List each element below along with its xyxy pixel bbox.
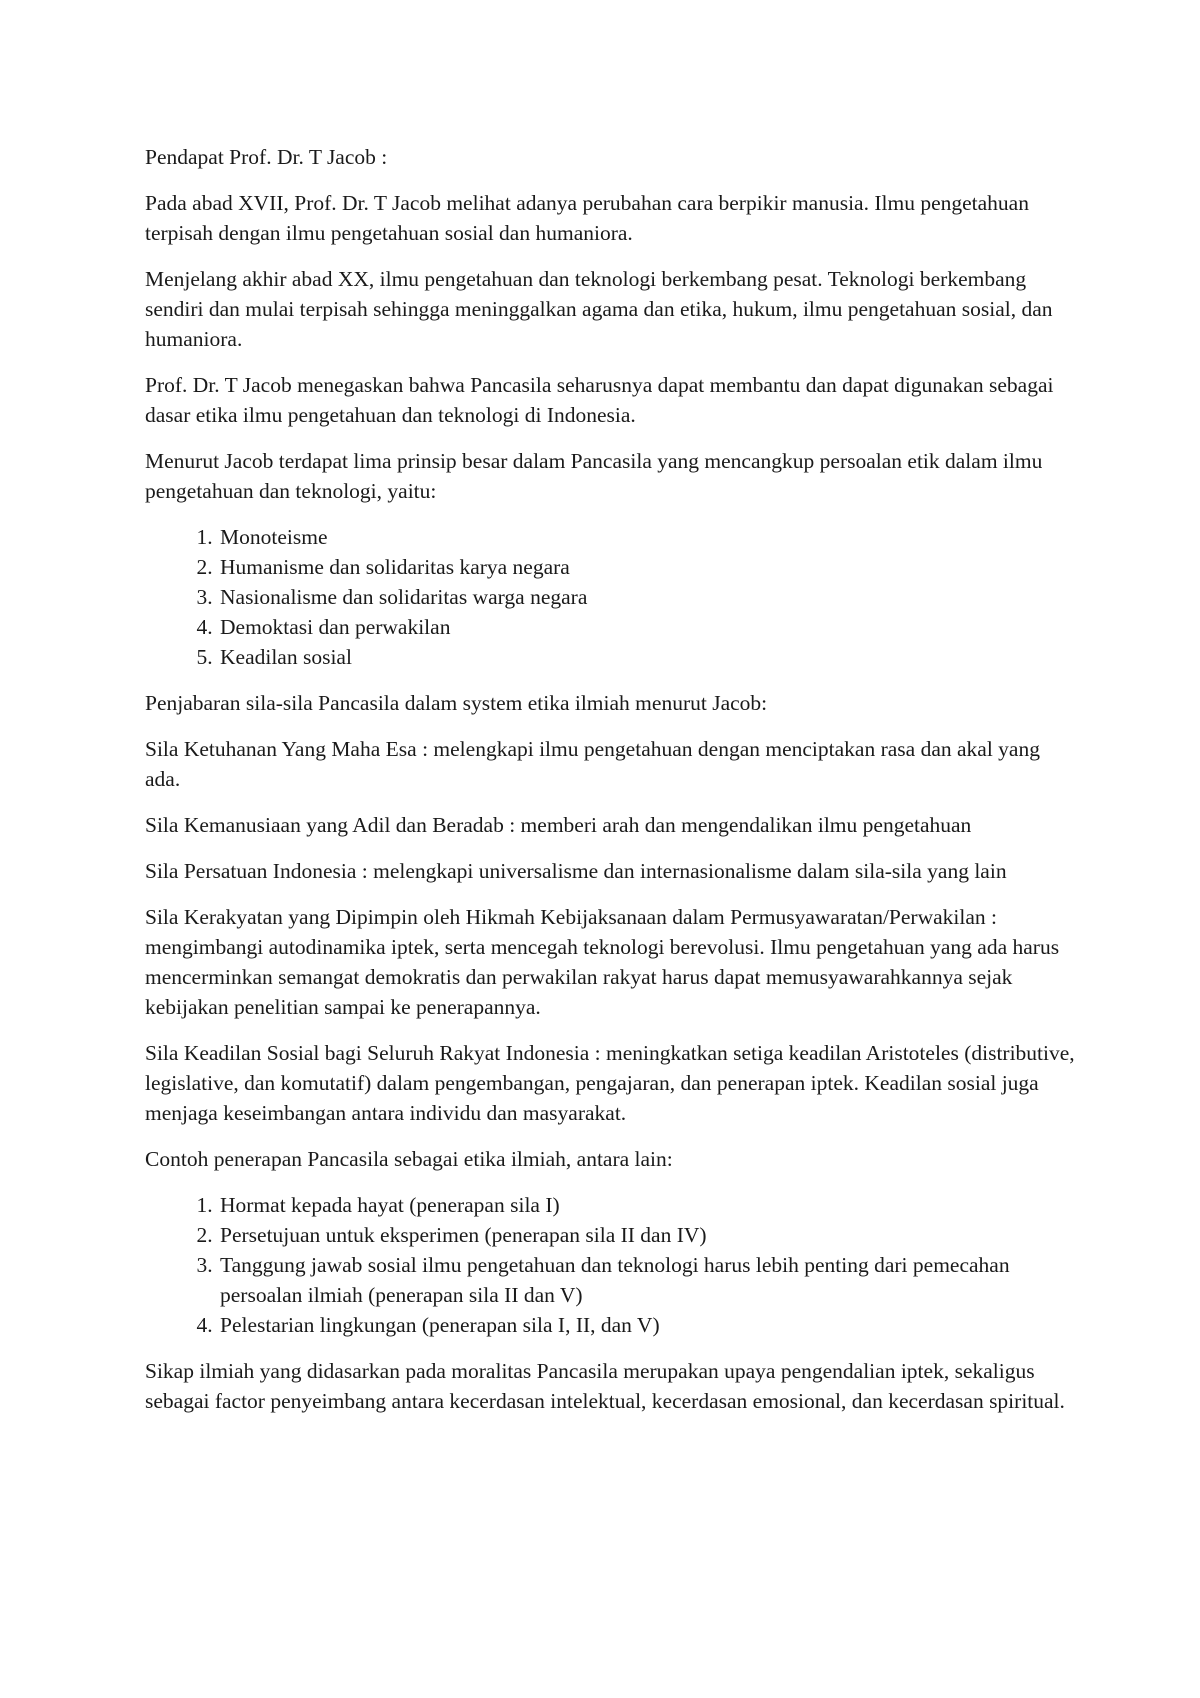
paragraph-penjabaran: Penjabaran sila-sila Pancasila dalam system etika ilmiah menurut Jacob: [145, 691, 768, 715]
list-item: 1. Monoteisme [218, 522, 1075, 552]
list-item: 4. Demoktasi dan perwakilan [218, 612, 1075, 642]
paragraph-lima-prinsip: Menurut Jacob terdapat lima prinsip besar dalam Pancasila yang mencangkup persoalan etik dalam ilmu pengetahuan dan teknologi, yaitu: [145, 449, 1043, 503]
paragraph-contoh-penerapan: Contoh penerapan Pancasila sebagai etika ilmiah, antara lain: [145, 1147, 673, 1171]
paragraph-sikap-ilmiah: Sikap ilmiah yang didasarkan pada moralitas Pancasila merupakan upaya pengendalian iptek, sekaligus sebagai factor penyeimbang antara kecerdasan intelektual, kecerdasan emosional, dan kecerdasan spiritual. [145, 1359, 1065, 1413]
list-item: 1. Hormat kepada hayat (penerapan sila I) [218, 1190, 1075, 1220]
paragraph-abad-xvii: Pada abad XVII, Prof. Dr. T Jacob melihat adanya perubahan cara berpikir manusia. Ilmu pengetahuan terpisah dengan ilmu pengetahuan sosial dan humaniora. [145, 191, 1029, 245]
examples-list [145, 1190, 1075, 1340]
paragraph-sila-2: Sila Kemanusiaan yang Adil dan Beradab : memberi arah dan mengendalikan ilmu pengetahuan [145, 813, 972, 837]
paragraph-sila-1: Sila Ketuhanan Yang Maha Esa : melengkapi ilmu pengetahuan dengan menciptakan rasa dan akal yang ada. [145, 737, 1040, 791]
paragraph-abad-xx: Menjelang akhir abad XX, ilmu pengetahuan dan teknologi berkembang pesat. Teknologi berkembang sendiri dan mulai terpisah sehingga meninggalkan agama dan etika, hukum, ilmu pengetahuan sosial, dan humaniora. [145, 267, 1053, 351]
list-item: 3. Nasionalisme dan solidaritas warga negara [218, 582, 1075, 612]
document-heading: Pendapat Prof. Dr. T Jacob : [145, 145, 388, 169]
list-item: 2. Persetujuan untuk eksperimen (penerapan sila II dan IV) [218, 1220, 1075, 1250]
document-page [145, 142, 1075, 1432]
list-item: 3. Tanggung jawab sosial ilmu pengetahuan dan teknologi harus lebih penting dari pemecahan persoalan ilmiah (penerapan sila II dan V) [218, 1250, 1075, 1310]
list-item: 2. Humanisme dan solidaritas karya negara [218, 552, 1075, 582]
list-item: 5. Keadilan sosial [218, 642, 1075, 672]
paragraph-pancasila-dasar-etika: Prof. Dr. T Jacob menegaskan bahwa Pancasila seharusnya dapat membantu dan dapat digunakan sebagai dasar etika ilmu pengetahuan dan teknologi di Indonesia. [145, 373, 1054, 427]
paragraph-sila-4: Sila Kerakyatan yang Dipimpin oleh Hikmah Kebijaksanaan dalam Permusyawaratan/Perwakilan : mengimbangi autodinamika iptek, serta mencegah teknologi berevolusi. Ilmu pengetahuan yang ada harus mencerminkan semangat demokratis dan perwakilan rakyat harus dapat memusyawarahkannya sejak kebijakan penelitian sampai ke penerapannya. [145, 905, 1060, 1019]
principles-list [145, 522, 1075, 672]
paragraph-sila-3: Sila Persatuan Indonesia : melengkapi universalisme dan internasionalisme dalam sila-sila yang lain [145, 859, 1007, 883]
paragraph-sila-5: Sila Keadilan Sosial bagi Seluruh Rakyat Indonesia : meningkatkan setiga keadilan Aristoteles (distributive, legislative, dan komutatif) dalam pengembangan, pengajaran, dan penerapan iptek. Keadilan sosial juga menjaga keseimbangan antara individu dan masyarakat. [145, 1041, 1075, 1125]
list-item: 4. Pelestarian lingkungan (penerapan sila I, II, dan V) [218, 1310, 1075, 1340]
